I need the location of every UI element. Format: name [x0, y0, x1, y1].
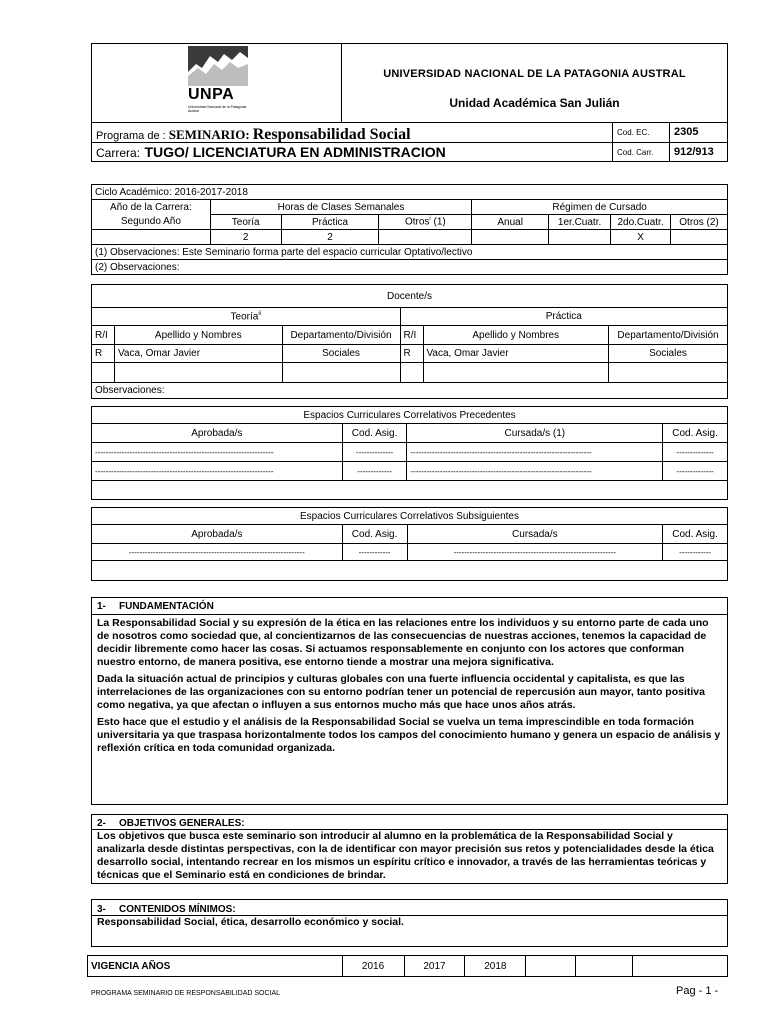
precedentes-table	[91, 406, 728, 500]
otros2-header: Otros (2)	[671, 215, 728, 230]
contenidos-heading: 3- CONTENIDOS MÍNIMOS:	[97, 904, 236, 915]
carrera-prefix: Carrera:	[96, 146, 141, 160]
docentes-table	[91, 284, 728, 399]
ri-header: R/I	[92, 326, 115, 345]
docente-depto: Sociales	[282, 345, 400, 363]
ri-header: R/I	[400, 326, 423, 345]
fundamentacion-heading: 1- FUNDAMENTACIÓN	[92, 598, 727, 615]
docente-ri: R	[400, 345, 423, 363]
anual-header: Anual	[472, 215, 549, 230]
horas-label: Horas de Clases Semanales	[210, 200, 471, 215]
fundamentacion-paragraph-1: La Responsabilidad Social y su expresión de la ética en las relaciones entre los individuos y su entorno parte de cada uno de nosotros como sociedad que, al concientizarnos de las consecuencias de nuestras acciones, tenemos la capacidad de decidir libremente como hacer las cosas. Si actuamos responsablemente en conjunto con los actores que conforman nuestro entorno, de manera positiva, ese entorno tiende a mostrar una mejora significativa.	[97, 617, 709, 668]
otros-header: Otros$^i$ (1)	[379, 215, 472, 230]
cod-asig-header: Cod. Asig.	[342, 525, 407, 544]
vigencia-year: 2017	[404, 956, 465, 977]
logo-text: UNPA	[188, 86, 235, 103]
contenidos-section	[91, 899, 728, 947]
empty-cod: ------------	[342, 544, 407, 561]
university-name: UNIVERSIDAD NACIONAL DE LA PATAGONIA AUSTRAL	[383, 68, 686, 80]
cursadas-header: Cursada/s	[407, 525, 663, 544]
cod-ec-label: Cod. EC.	[617, 128, 650, 137]
observaciones-1: (1) Observaciones: Este Seminario forma parte del espacio curricular Optativo/lectivo	[92, 245, 728, 260]
cod-carr-label: Cod. Carr.	[617, 148, 654, 157]
page-number: Pag - 1 -	[676, 985, 719, 997]
anio-label: Año de la Carrera:	[92, 200, 211, 215]
ciclo-table	[91, 184, 728, 275]
fundamentacion-paragraph-2: Dada la situación actual de principios y culturas globales con una fuerte influencia occidental y capitalista, es que las interrelaciones de las organizaciones con su entorno podrían tener un potencial de repercusión aun mayor, tanto positiva como negativa, ya que afectan o influyen a sus entornos mucho más que hace unos años atrás.	[97, 673, 705, 711]
programa-type: SEMINARIO:	[168, 127, 250, 142]
docente-ri: R	[92, 345, 115, 363]
contenidos-text: Responsabilidad Social, ética, desarrollo económico y social.	[92, 915, 727, 929]
cursadas-header: Cursada/s (1)	[407, 424, 663, 443]
teoria-header: Teoría	[210, 215, 281, 230]
aprobadas-header: Aprobada/s	[92, 525, 343, 544]
fundamentacion-paragraph-3: Esto hace que el estudio y el análisis de la Responsabilidad Social se vuelva un tema imprescindible en toda formación universitaria ya que traspasa horizontalmente todos los campos del conocimiento humano y genera un espacio de análisis y reflexión crítica en toda comunidad organizada.	[97, 716, 721, 754]
header-box	[91, 43, 728, 162]
teoria-value: 2	[210, 230, 281, 245]
objetivos-text: Los objetivos que busca este seminario son introducir al alumno en la problemática de la Responsabilidad Social y analizarla desde distintas perspectivas, con la de identificar con mayor precisión sus retos y potencialidades desde la ética desarrollo social, intentando recrear en los mismos un espíritu crítico e innovador, a través de las herramientas teóricas y técnicas que el Seminario está en condiciones de brindar.	[92, 829, 727, 882]
empty-cod: --------------	[663, 443, 728, 462]
segundo-cuatr-header: 2do.Cuatr.	[611, 215, 671, 230]
programa-name: Responsabilidad Social	[252, 126, 411, 143]
empty-aprobada: -------------------------------------------------------------------	[92, 462, 343, 481]
subsiguientes-title: Espacios Curriculares Correlativos Subsiguientes	[92, 508, 728, 525]
vigencia-table	[87, 955, 728, 977]
vigencia-year: 2016	[342, 956, 404, 977]
apellido-header: Apellido y Nombres	[423, 326, 609, 345]
regimen-label: Régimen de Cursado	[472, 200, 728, 215]
objetivos-section	[91, 814, 728, 884]
docentes-practica: Práctica	[400, 308, 727, 326]
empty-cod: ------------	[663, 544, 728, 561]
subsiguientes-table	[91, 507, 728, 581]
empty-aprobada: ------------------------------------------------------------------	[92, 544, 343, 561]
apellido-header: Apellido y Nombres	[114, 326, 282, 345]
cod-asig-header: Cod. Asig.	[663, 525, 728, 544]
vigencia-label: VIGENCIA AÑOS	[88, 956, 343, 977]
aprobadas-header: Aprobada/s	[92, 424, 343, 443]
docente-depto: Sociales	[609, 345, 728, 363]
depto-header: Departamento/División	[609, 326, 728, 345]
objetivos-heading: 2- OBJETIVOS GENERALES:	[97, 818, 245, 829]
programa-prefix: Programa de :	[96, 130, 166, 142]
docentes-teoria: Teoría$^{ii}$	[92, 308, 401, 326]
empty-cod: --------------	[663, 462, 728, 481]
practica-value: 2	[281, 230, 379, 245]
logo-subtext: Universidad Nacional de la Patagonia Austral	[188, 105, 247, 113]
empty-cursada: --------------------------------------------------------------------	[407, 443, 663, 462]
anio-value: Segundo Año	[92, 215, 211, 230]
precedentes-title: Espacios Curriculares Correlativos Precedentes	[92, 407, 728, 424]
observaciones-2: (2) Observaciones:	[92, 260, 728, 275]
carrera-name: TUGO/ LICENCIATURA EN ADMINISTRACION	[144, 144, 446, 160]
docentes-title: Docente/s	[92, 285, 728, 308]
empty-cursada: -------------------------------------------------------------	[407, 544, 663, 561]
cod-carr-value: 912/913	[674, 146, 714, 158]
footer-text: PROGRAMA SEMINARIO DE RESPONSABILIDAD SOCIAL	[91, 990, 281, 997]
docente-name: Vaca, Omar Javier	[114, 345, 282, 363]
ciclo-academico: Ciclo Académico: 2016-2017-2018	[92, 185, 728, 200]
cod-asig-header: Cod. Asig.	[663, 424, 728, 443]
empty-aprobada: -------------------------------------------------------------------	[92, 443, 343, 462]
practica-header: Práctica	[281, 215, 379, 230]
docentes-observaciones: Observaciones:	[92, 383, 728, 399]
fundamentacion-section	[91, 597, 728, 805]
logo-area	[92, 44, 342, 122]
academic-unit: Unidad Académica San Julián	[449, 96, 620, 110]
cod-asig-header: Cod. Asig.	[342, 424, 407, 443]
docente-name: Vaca, Omar Javier	[423, 345, 609, 363]
empty-cod: -------------	[342, 462, 407, 481]
programa-row	[92, 122, 727, 142]
primer-cuatr-header: 1er.Cuatr.	[549, 215, 611, 230]
depto-header: Departamento/División	[282, 326, 400, 345]
segundo-cuatr-value: X	[611, 230, 671, 245]
empty-cod: --------------	[342, 443, 407, 462]
carrera-row	[92, 142, 727, 161]
vigencia-year: 2018	[465, 956, 526, 977]
empty-cursada: --------------------------------------------------------------------	[407, 462, 663, 481]
cod-ec-value: 2305	[674, 126, 699, 138]
